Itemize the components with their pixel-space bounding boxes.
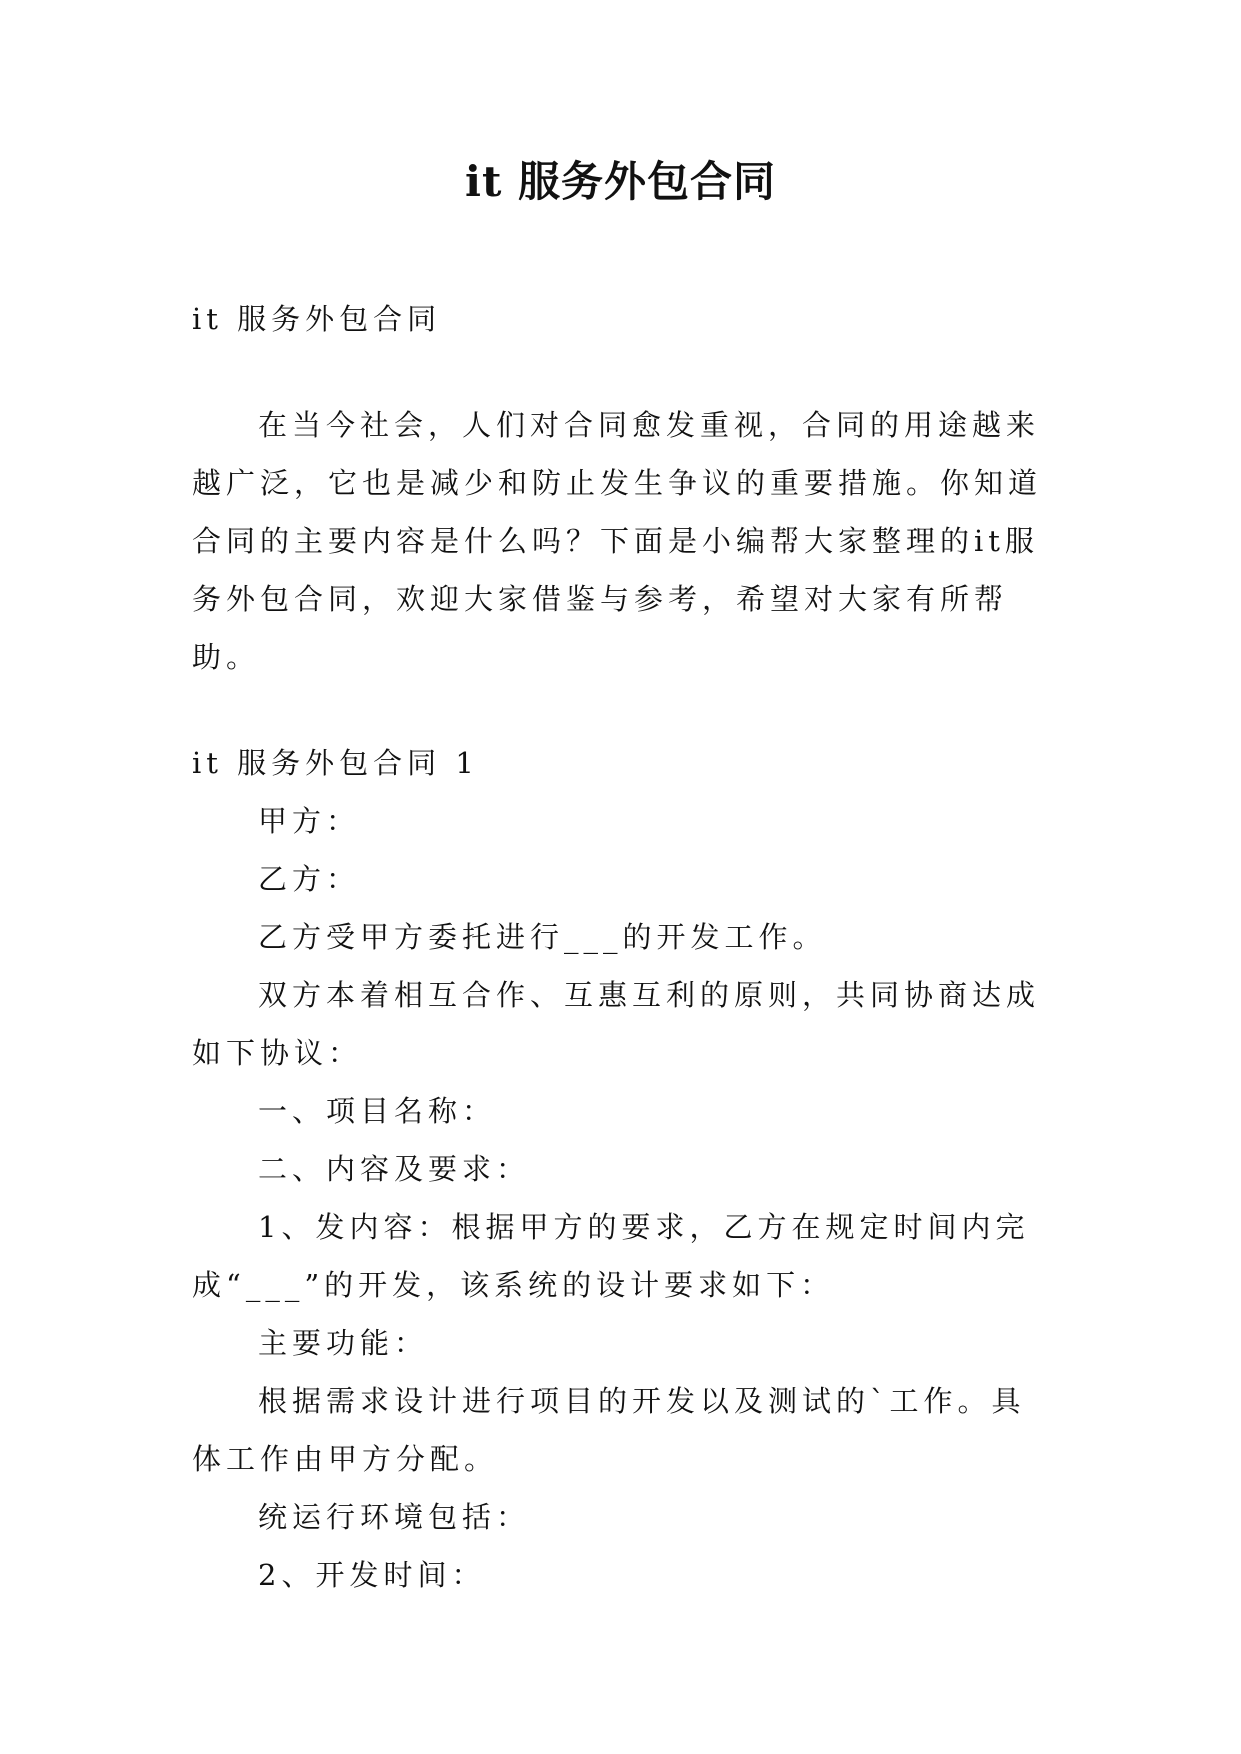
entrust-line: 乙方受甲方委托进行___的开发工作。 (258, 920, 827, 954)
environment-line: 统运行环境包括： (258, 1500, 531, 1534)
item-content-requirements: 二、内容及要求： (258, 1152, 531, 1186)
section-heading: it 服务外包合同 1 (192, 746, 479, 780)
party-a-line: 甲方： (258, 804, 361, 838)
item-project-name: 一、项目名称： (258, 1094, 497, 1128)
intro-paragraph: 在当今社会，人们对合同愈发重视，合同的用途越来越广泛，它也是减少和防止发生争议的重要措施。你知道合同的主要内容是什么吗？下面是小编帮大家整理的it服务外包合同，欢迎大家借鉴与参考，希望对大家有所帮助。 (192, 408, 1043, 674)
sub-item-development-time: 2、开发时间： (258, 1558, 486, 1592)
document-subtitle: it 服务外包合同 (192, 302, 442, 336)
sub-item-development-content: 1、发内容：根据甲方的要求，乙方在规定时间内完成“___”的开发，该系统的设计要求如下： (192, 1210, 1030, 1302)
main-functions-label: 主要功能： (258, 1326, 429, 1360)
principle-paragraph: 双方本着相互合作、互惠互利的原则，共同协商达成如下协议： (192, 978, 1041, 1070)
document-body (192, 290, 1052, 1604)
party-b-line: 乙方： (258, 862, 361, 896)
functions-detail-paragraph: 根据需求设计进行项目的开发以及测试的`工作。具体工作由甲方分配。 (192, 1384, 1026, 1476)
document-title: it 服务外包合同 (465, 157, 776, 206)
